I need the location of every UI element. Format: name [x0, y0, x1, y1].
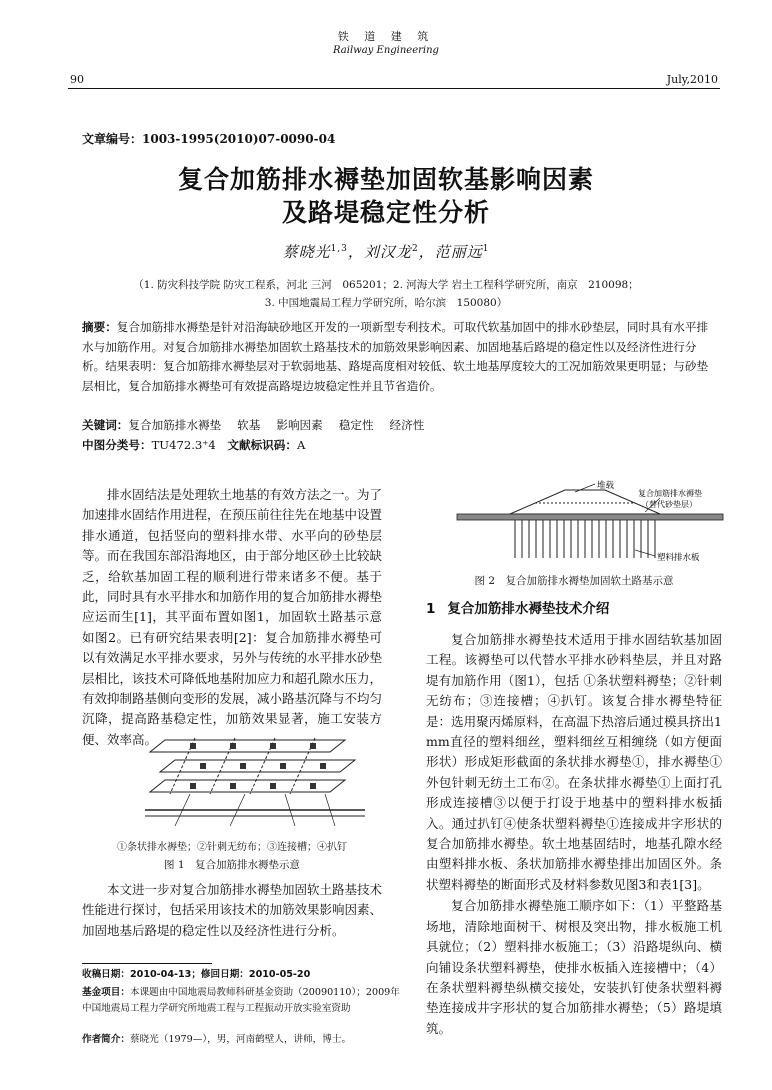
- figure-2-diagram: [455, 480, 725, 570]
- label-cushion-note: （替代砂垫层）: [641, 500, 697, 509]
- affiliation-line-2: 3. 中国地震局工程力学研究所，哈尔滨 150080）: [264, 297, 508, 309]
- author-affiliation-mark: 2: [411, 244, 419, 254]
- author-affiliation-mark: 1: [482, 244, 490, 254]
- section-number: 1: [426, 601, 436, 617]
- keyword: 稳定性: [338, 418, 374, 432]
- intro-paragraph-2: 本文进一步对复合加筋排水褥垫加固软土路基技术性能进行探讨，包括采用该技术的加筋效果影响因素、加固地基后路堤的稳定性以及经济性进行分析。: [82, 882, 383, 938]
- label-embankment: 堆载: [597, 481, 615, 491]
- intro-paragraph: 排水固结法是处理软土地基的有效方法之一。为了加速排水固结作用进程，在预压前往往先在地基中设置排水通道，包括竖向的塑料排水带、水平向的砂垫层等。而在我国东部沿海地区，由于部分地区砂土比较缺乏，给软基加固工程的顺利进行带来诸多不便。基于此，同时具有水平排水和加筋作用的复合加筋排水褥垫应运而生[1]，其平面布置如图1，加固软土路基示意如图2。已有研究结果表明[2]：复合加筋排水褥垫可以有效满足水平排水要求，另外与传统的水平排水砂垫层相比，该技术可降低地基附加应力和超孔隙水压力，有效抑制路基侧向变形的发展，减小路基沉降与不均匀沉降，提高路基稳定性，加筋效果显著，施工安装方便、效率高。: [82, 487, 383, 747]
- footnote-rule: [82, 963, 212, 964]
- keywords: [82, 417, 440, 433]
- journal-name-en: Railway Engineering: [333, 45, 439, 56]
- figure-1-caption: 图 1 复合加筋排水褥垫示意: [163, 859, 301, 871]
- author-list: 蔡晓光$^{1,3}$，刘汉龙$^2$，范丽远$^1$: [282, 243, 490, 261]
- keyword: 影响因素: [276, 418, 323, 432]
- journal-name-cn: 铁 道 建 筑: [337, 30, 435, 43]
- label-drain-board: 塑料排水板: [657, 553, 700, 563]
- title-line-2: 及路堤稳定性分析: [281, 198, 490, 227]
- author-bio-text: 蔡晓光（1979—），男，河南鹤壁人，讲师，博士。: [129, 1034, 352, 1045]
- fund-label: 基金项目：: [82, 987, 130, 998]
- doc-code-value: A: [296, 438, 306, 452]
- label-cushion: 复合加筋排水褥垫: [638, 489, 702, 498]
- section-1-body: [426, 630, 722, 1039]
- footnote-dates-text: 收稿日期：2010-04-13；修回日期：2010-05-20: [82, 969, 311, 980]
- author-bio-label: 作者简介：: [82, 1034, 130, 1045]
- drain-boards: [515, 520, 655, 558]
- section-1-heading: [426, 597, 609, 617]
- keyword: 软基: [237, 418, 261, 432]
- section-1-paragraph-2: 复合加筋排水褥垫施工顺序如下：（1）平整路基场地，清除地面树干、树根及突出物，排水板施工机具就位；（2）塑料排水板施工；（3）沿路堤纵向、横向铺设条状塑料褥垫，使排水板插入连接槽中；（4）在条状塑料褥垫纵横交接处，安装扒钉使条状塑料褥垫连接成井字形状的复合加筋排水褥垫；（5）路堤填筑。: [426, 898, 722, 1036]
- cushion-grid: [145, 738, 365, 826]
- page-number: 90: [70, 73, 84, 86]
- classification-line: [82, 437, 305, 453]
- affiliation-line-1: （1. 防灾科技学院 防灾工程系，河北 三河 065201；2. 河海大学 岩土工程科学研究所，南京 210098；: [133, 279, 639, 291]
- section-title: 复合加筋排水褥垫技术介绍: [447, 601, 610, 617]
- author-name: 刘汉龙: [363, 243, 412, 261]
- abstract-text: 复合加筋排水褥垫是针对沿海缺砂地区开发的一项新型专利技术。可取代软基加固中的排水砂垫层，同时具有水平排水与加筋作用。对复合加筋排水褥垫加固软土路基技术的加筋效果影响因素、加固地基后路堤的稳定性以及经济性进行分析。结果表明：复合加筋排水褥垫层对于软弱地基、路堤高度相对较低、软土地基厚度较大的工况加筋效果更明显；与砂垫层相比，复合加筋排水褥垫可有效提高路堤边坡稳定性并且节省造价。: [82, 320, 709, 393]
- cushion-cells: [190, 743, 326, 789]
- intro-text: [82, 485, 382, 750]
- issue-date: July,2010: [666, 73, 718, 86]
- section-1-paragraph-1: 复合加筋排水褥垫技术适用于排水固结软基加固工程。该褥垫可以代替水平排水砂料垫层，并且对路堤有加筋作用（图1），包括 ①条状塑料褥垫；②针刺无纺布；③连接槽；④扒钉。该复合排水褥垫特征是：选用聚丙烯原料，在高温下热溶后通过模具挤出1 mm直径的塑料细丝，塑料细丝互相缠绕（如方便面形状）形成矩形截面的条状排水褥垫①，排水褥垫①外包针刺无纺土工布②。在条状排水褥垫①上面打孔形成连接槽③以便于打设于地基中的塑料排水板插入。通过扒钉④使条状塑料褥垫①连接成井字形状的复合加筋排水褥垫。软土地基固结时，地基孔隙水经由塑料排水板、条状加筋排水褥垫排出加固区外。条状塑料褥垫的断面形式及材料参数见图3和表1[3]。: [426, 632, 722, 892]
- footnote-dates: [82, 967, 402, 983]
- figure-1-legend: ①条状排水褥垫；②针刺无纺布；③连接槽；④扒钉: [117, 842, 347, 853]
- figure-2-caption: 图 2 复合加筋排水褥垫加固软土路基示意: [474, 575, 674, 587]
- figure-1-diagram: [135, 730, 375, 840]
- keyword: 经济性: [389, 418, 425, 432]
- fund-text: 本课题由中国地震局教师科研基金资助（20090110）；2009年中国地震局工程力学研究所地震工程与工程振动开放实验室资助: [82, 987, 400, 1014]
- title-line-1: 复合加筋排水褥垫加固软基影响因素: [177, 165, 594, 194]
- keyword: 复合加筋排水褥垫: [128, 418, 222, 432]
- abstract-label: 摘要：: [82, 320, 117, 334]
- footnote-author: [82, 1032, 402, 1048]
- clc-value: TU472.3⁺4: [151, 438, 216, 452]
- header-rule: [68, 88, 720, 89]
- footnote-fund: [82, 985, 402, 1016]
- keywords-label: 关键词：: [82, 418, 129, 432]
- article-number: 文章编号：1003-1995(2010)07-0090-04: [82, 132, 336, 146]
- author-affiliation-mark: 1,3: [330, 244, 348, 254]
- ground-surface: [457, 514, 723, 520]
- abstract: [82, 318, 718, 396]
- intro-text-continued: [82, 880, 382, 941]
- doc-code-label: 文献标识码：: [227, 438, 297, 452]
- author-name: 范丽远: [434, 243, 483, 261]
- author-name: 蔡晓光: [282, 243, 331, 261]
- clc-label: 中图分类号：: [82, 438, 152, 452]
